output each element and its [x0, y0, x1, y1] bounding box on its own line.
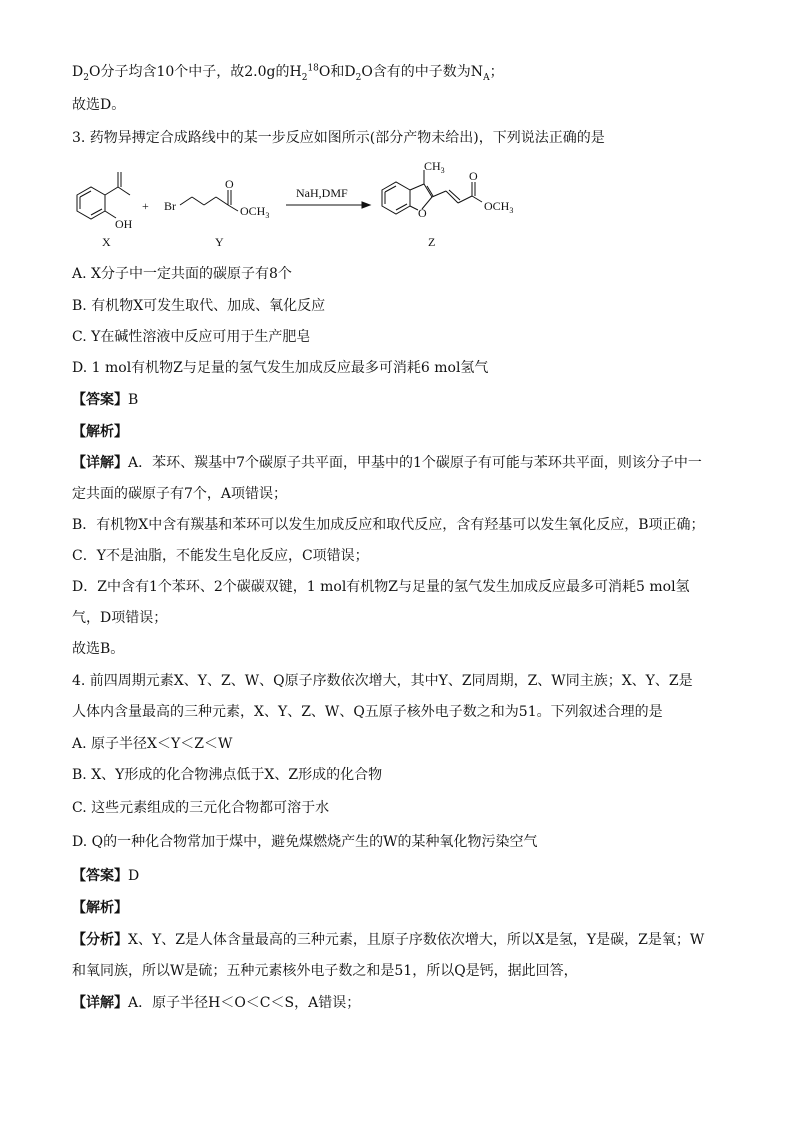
- methoxy-label-y: $OCH_3$: [240, 204, 270, 220]
- molecule-y-structure: [180, 190, 238, 211]
- conclusion-line: 故选D。: [72, 97, 126, 113]
- q4-answer-line: 【答案】D: [72, 868, 140, 884]
- detail-b: B．有机物X中含有羰基和苯环可以发生加成反应和取代反应，含有羟基可以发生氧化反应，B项正确；: [72, 517, 705, 533]
- q4-option-c: C. 这些元素组成的三元化合物都可溶于水: [72, 800, 330, 816]
- ring-oxygen-label: O: [418, 206, 427, 220]
- detail-a-line1: 【详解】A．苯环、羰基中7个碳原子共平面，甲基中的1个碳原子有可能与苯环共平面，则该分子中一: [72, 455, 702, 471]
- detail-d-line1: D．Z中含有1个苯环、2个碳碳双键，1 mol有机物Z与足量的氢气发生加成反应最多可消耗5 mol氢: [72, 579, 690, 595]
- option-b: B. 有机物X可发生取代、加成、氧化反应: [72, 298, 326, 314]
- bromine-label: Br: [164, 199, 176, 213]
- q4-analysis-heading: 【解析】: [72, 900, 128, 916]
- label-y: Y: [215, 235, 224, 249]
- answer-line: 【答案】B: [72, 392, 139, 408]
- methoxy-label-z: $OCH_3$: [484, 199, 514, 215]
- label-z: Z: [428, 235, 436, 249]
- option-d: D. 1 mol有机物Z与足量的氢气发生加成反应最多可消耗6 mol氢气: [72, 360, 489, 376]
- detail-d-line2: 气，D项错误；: [72, 610, 168, 626]
- detail-a-line2: 定共面的碳原子有7个，A项错误；: [72, 486, 288, 502]
- reagent-label: NaH,DMF: [296, 186, 348, 200]
- text-line: $D_2O$分子均含10个中子，故2.0g的$H_2^{18}O$和$D_2O$含有的中子数为$N_A$；: [72, 63, 504, 83]
- hydroxyl-label: OH: [115, 217, 133, 231]
- reaction-arrow: [286, 202, 370, 208]
- conclusion-3: 故选B。: [72, 641, 125, 657]
- molecule-x-structure: [77, 172, 130, 219]
- molecule-z-structure: [382, 170, 482, 214]
- reaction-scheme: [60, 160, 540, 255]
- question-3-stem: 3. 药物异搏定合成路线中的某一步反应如图所示(部分产物未给出)，下列说法正确的是: [72, 130, 605, 146]
- detail-c: C．Y不是油脂，不能发生皂化反应，C项错误；: [72, 548, 369, 564]
- plus-sign: +: [142, 199, 149, 213]
- option-c: C. Y在碱性溶液中反应可用于生产肥皂: [72, 329, 311, 345]
- methyl-label: $CH_3$: [424, 160, 445, 175]
- label-x: X: [102, 235, 111, 249]
- q4-fenxi-line1: 【分析】X、Y、Z是人体含量最高的三种元素，且原子序数依次增大，所以X是氢，Y是碳，Z是氧；W: [72, 932, 705, 948]
- q4-option-d: D. Q的一种化合物常加于煤中，避免煤燃烧产生的W的某种氧化物污染空气: [72, 834, 538, 850]
- option-a: A. X分子中一定共面的碳原子有8个: [72, 266, 292, 282]
- ester-oxygen-label: O: [469, 169, 478, 183]
- question-4-stem-line1: 4. 前四周期元素X、Y、Z、W、Q原子序数依次增大，其中Y、Z同周期，Z、W同主族；X、Y、Z是: [72, 673, 693, 689]
- q4-fenxi-line2: 和氧同族，所以W是硫；五种元素核外电子数之和是51，所以Q是钙，据此回答，: [72, 963, 578, 979]
- q4-option-a: A. 原子半径X＜Y＜Z＜W: [72, 736, 233, 752]
- carbonyl-oxygen-label: O: [225, 177, 234, 191]
- q4-detail-a: 【详解】A．原子半径H＜O＜C＜S，A错误；: [72, 995, 361, 1011]
- question-4-stem-line2: 人体内含量最高的三种元素，X、Y、Z、W、Q五原子核外电子数之和为51。下列叙述合理的是: [72, 704, 663, 720]
- analysis-heading: 【解析】: [72, 424, 128, 440]
- q4-option-b: B. X、Y形成的化合物沸点低于X、Z形成的化合物: [72, 767, 383, 783]
